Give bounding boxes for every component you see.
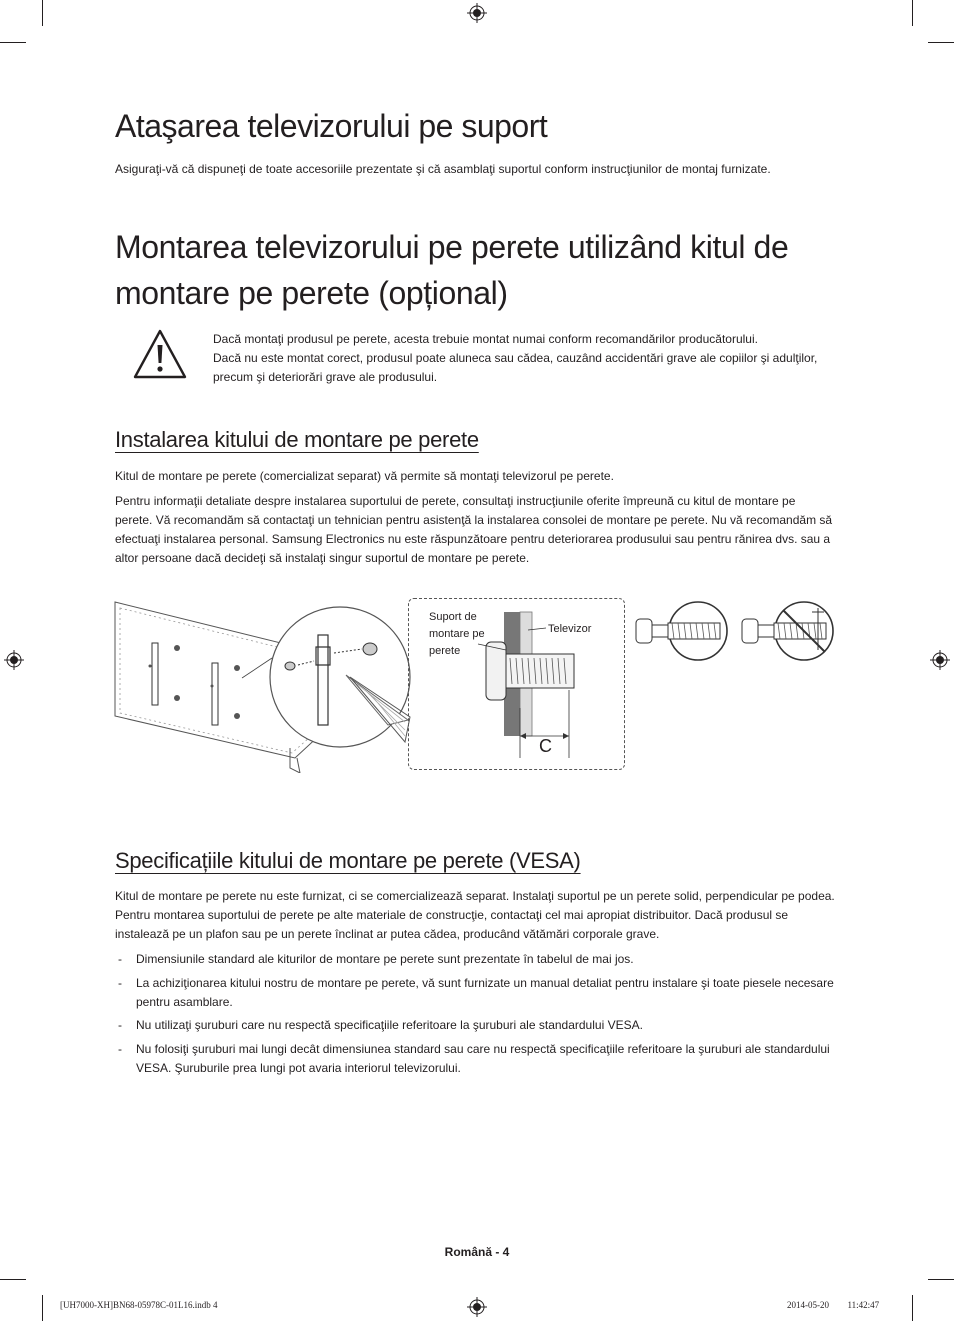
main-title: Montarea televizorului pe perete utilizând kitul de montare pe perete (opțional) <box>115 229 789 311</box>
registration-mark-icon <box>467 1297 487 1317</box>
registration-mark-icon <box>4 650 24 670</box>
label-c: C <box>539 736 552 756</box>
vesa-bullet-list <box>115 950 845 1082</box>
label-tv: Televizor <box>548 623 592 635</box>
list-item <box>115 1040 845 1078</box>
crop-mark <box>912 1295 913 1321</box>
list-item-text: La achiziţionarea kitului nostru de montare pe perete, vă sunt furnizate un manual detaliat pentru instalare şi toate piesele necesare pentru asamblare. <box>136 975 834 1009</box>
crop-mark <box>0 1279 26 1280</box>
label-wall-bracket: Suport de montare pe perete <box>429 611 485 657</box>
crop-mark <box>42 0 43 26</box>
crop-mark <box>928 1279 954 1280</box>
warning-text <box>213 330 833 387</box>
section-title: Ataşarea televizorului pe suport <box>115 108 548 144</box>
warning-line-2: Dacă nu este montat corect, produsul poate aluneca sau cădea, cauzând accidentări grave ale copiilor şi adulţilor, precum şi deteriorări grave ale produsului. <box>213 351 818 384</box>
bullet-dash: - <box>118 1041 122 1056</box>
crop-mark <box>42 1295 43 1321</box>
list-item-text: Dimensiunile standard ale kiturilor de montare pe perete sunt prezentate în tabelul de mai jos. <box>136 952 634 966</box>
install-heading: Instalarea kitului de montare pe perete <box>115 427 479 452</box>
print-datetime: 2014-05-20 ￿￿ 11:42:47 <box>787 1300 880 1310</box>
vesa-heading: Specificațiile kitului de montare pe perete (VESA) <box>115 848 581 873</box>
bullet-dash: - <box>118 952 122 966</box>
bullet-dash: - <box>118 975 122 990</box>
list-item-text: Nu utilizaţi şuruburi care nu respectă specificaţiile referitoare la şuruburi ale standardului VESA. <box>136 1018 643 1032</box>
list-item <box>115 950 845 969</box>
install-para-2: Pentru informaţii detaliate despre instalarea suportului de perete, consultaţi instrucţiunile oferite împreună cu kitul de montare pe perete. Vă recomandăm să contactaţi un tehnician pentru asistenţă la instalarea consolei de montare pe perete. Nu vă recomandăm să efectuaţi instalarea personal. Samsung Electronics nu este răspunzătoare pentru deteriorarea produsului sau pentru rănirea dvs. sau a altor persoane dacă decideţi să instalaţi singur suportul de montare pe perete. <box>115 494 833 565</box>
list-item <box>115 1016 845 1035</box>
print-file-name: [UH7000-XH]BN68-05978C-01L16.indb 4 <box>60 1300 218 1310</box>
intro-text: Asiguraţi-vă că dispuneţi de toate accesoriile prezentate şi că asamblaţi suportul conform instrucţiunilor de montaj furnizate. <box>115 162 771 176</box>
warning-line-1: Dacă montaţi produsul pe perete, acesta trebuie montat numai conform recomandărilor producătorului. <box>213 332 758 346</box>
install-para-1: Kitul de montare pe perete (comercializat separat) vă permite să montaţi televizorul pe perete. <box>115 469 614 483</box>
list-item <box>115 974 845 1012</box>
crop-mark <box>912 0 913 26</box>
bullet-dash: - <box>118 1018 122 1032</box>
hatch-wedge <box>345 672 415 747</box>
registration-mark-icon <box>467 3 487 23</box>
page-number: Română - 4 <box>444 1245 510 1259</box>
vesa-para: Kitul de montare pe perete nu este furnizat, ci se comercializează separat. Instalaţi suportul pe un perete solid, perpendicular pe podea. Pentru montarea suportului de perete pe alte materiale de construcţie, contactaţi cel mai apropiat distribuitor. Dacă produsul se instalează pe un plafon sau pe un perete înclinat ar putea cădea, producând vătămări corporale grave. <box>115 889 835 941</box>
list-item-text: Nu folosiţi şuruburi mai lungi decât dimensiunea standard sau care nu respectă specificaţiile referitoare la şuruburi ale standardului VESA. Şuruburile prea lungi pot avaria interiorul televizorului. <box>136 1041 830 1075</box>
registration-mark-icon <box>930 650 950 670</box>
crop-mark <box>928 42 954 43</box>
warning-triangle-icon <box>132 325 188 381</box>
screw-not-allowed-icon <box>738 600 838 666</box>
screw-ok-icon <box>632 600 732 666</box>
crop-mark <box>0 42 26 43</box>
